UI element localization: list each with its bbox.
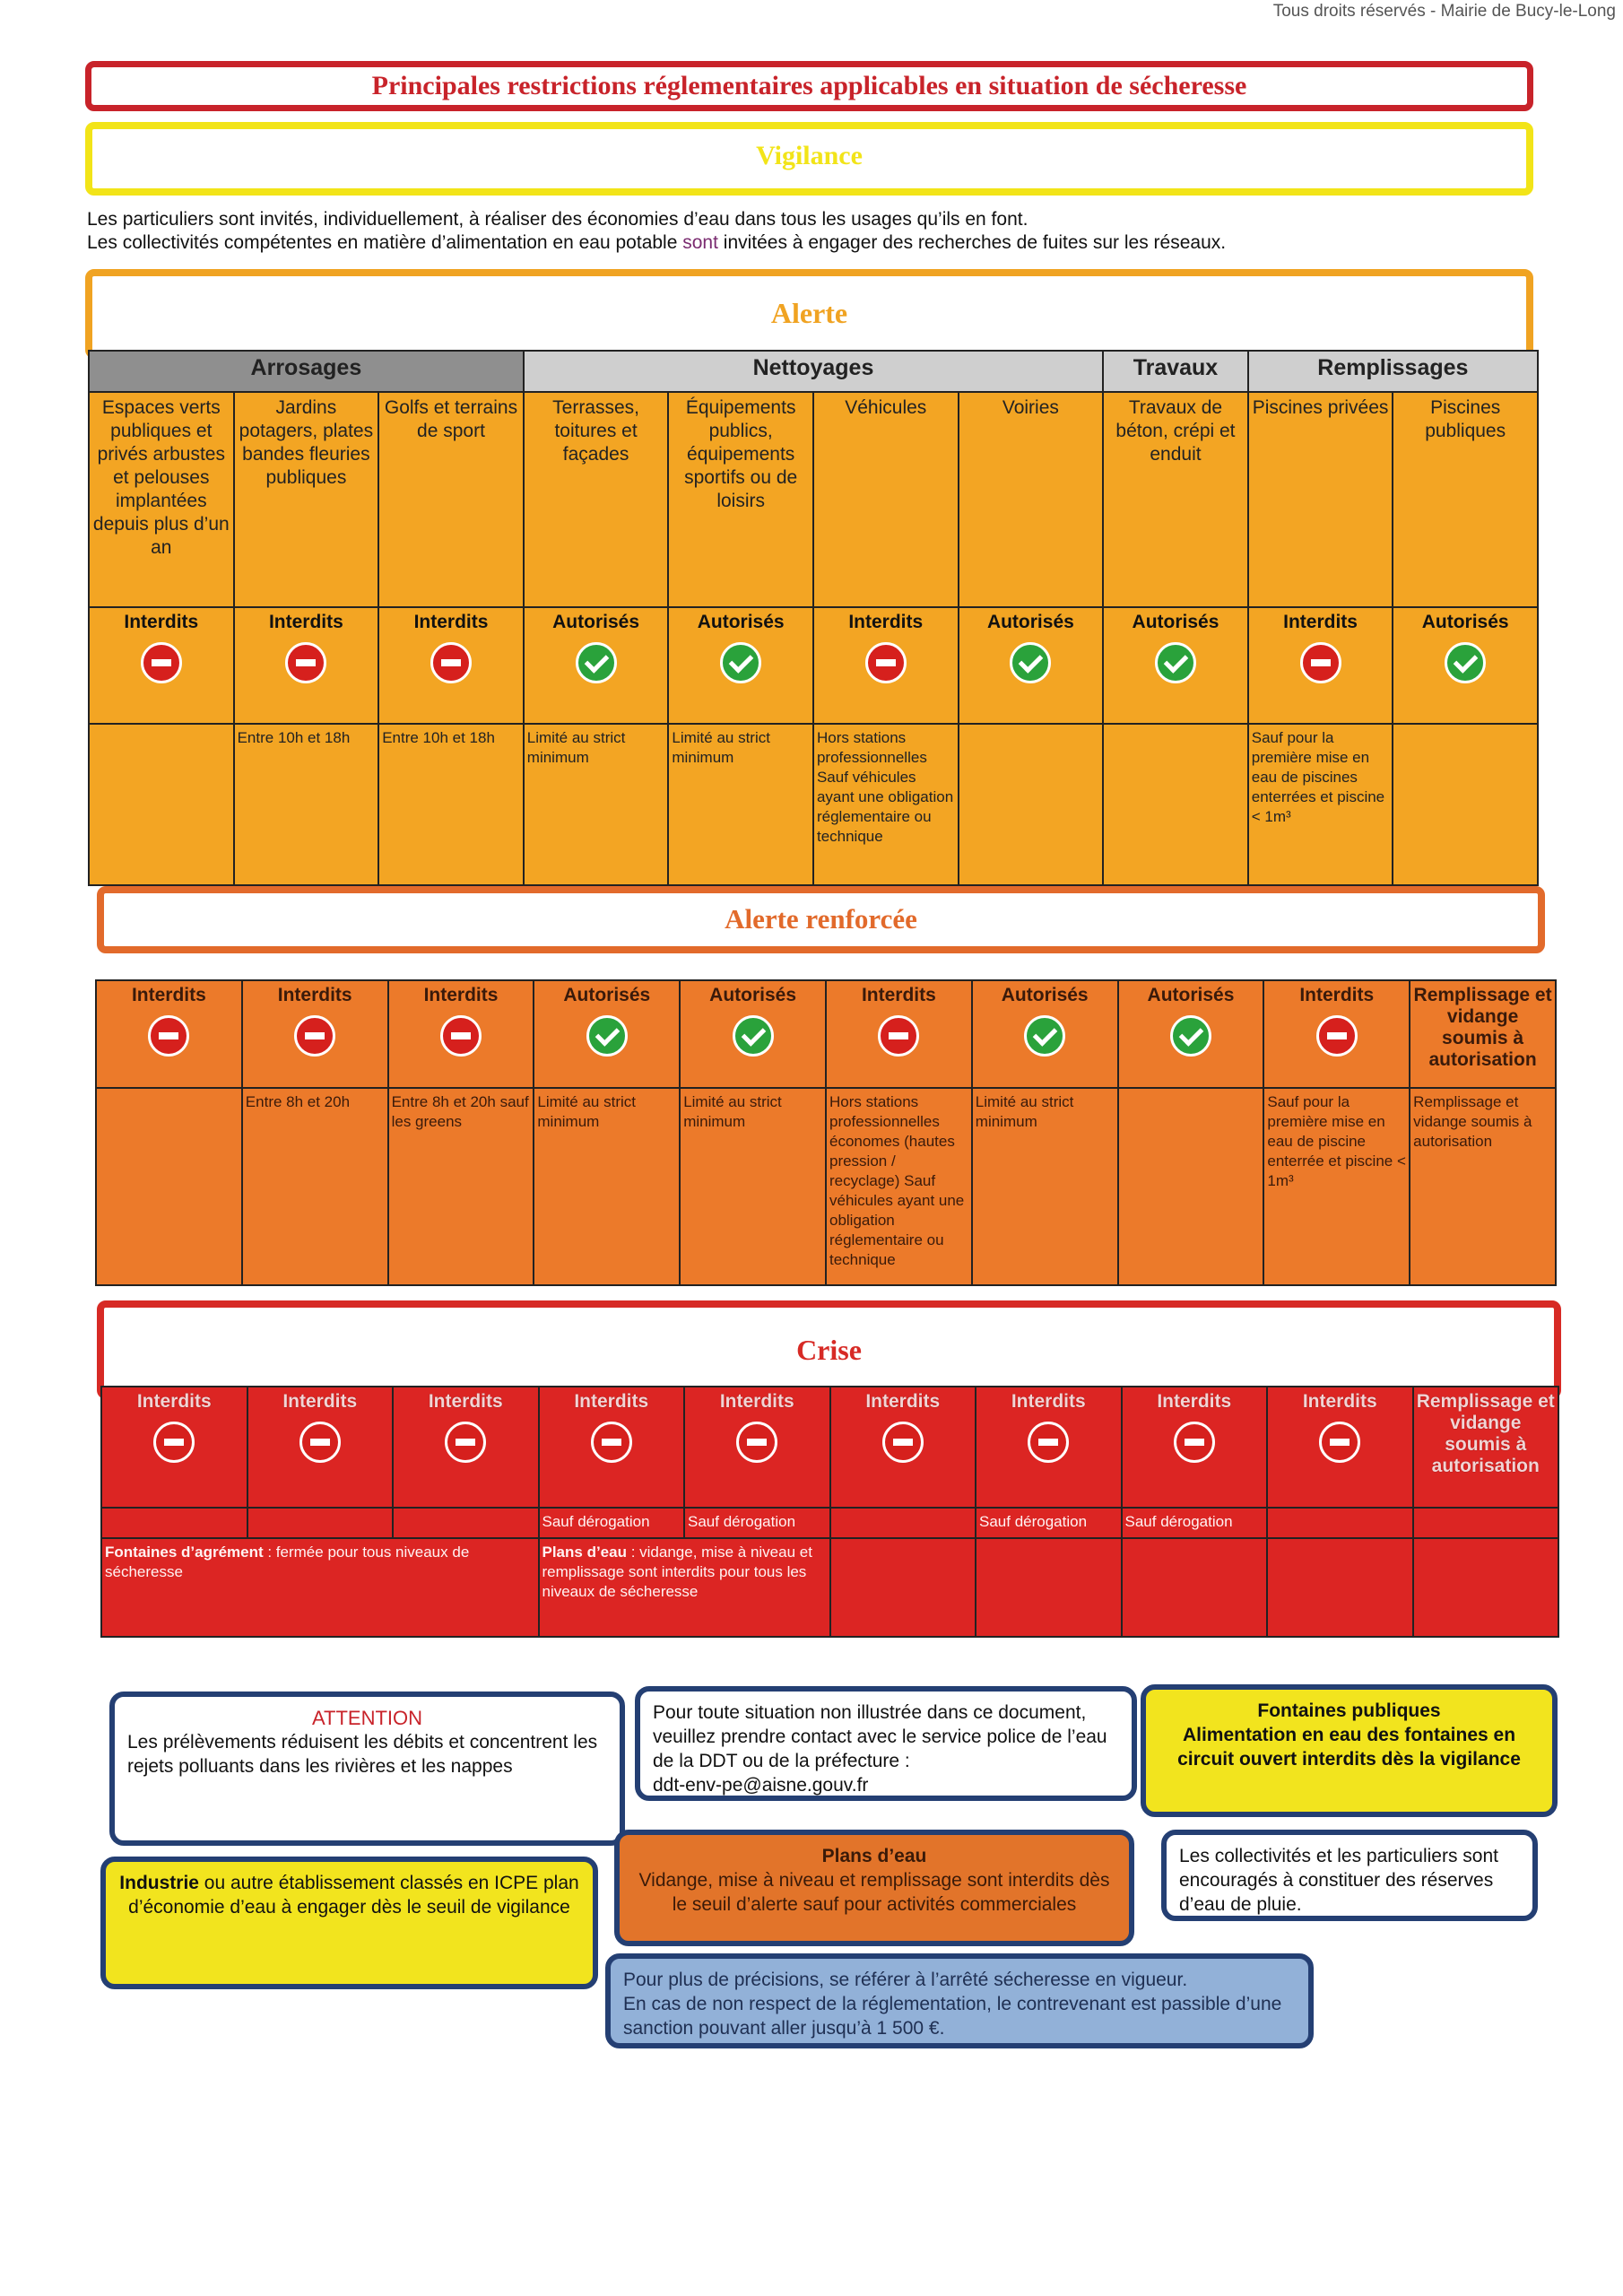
alerte-note-4-text: Limité au strict minimum xyxy=(672,729,770,766)
alerte-status-5-text: Interdits xyxy=(848,612,924,632)
category-6 xyxy=(959,392,1104,607)
ddt-contact-box xyxy=(635,1686,1137,1801)
vigilance-text xyxy=(87,208,1226,255)
alerte-note-1-text: Entre 10h et 18h xyxy=(237,729,351,746)
no-entry-icon xyxy=(445,1422,486,1463)
renforcee-status-7 xyxy=(1118,980,1264,1088)
alerte-status-6-text: Autorisés xyxy=(986,612,1074,632)
renforcee-note-6-text: Limité au strict minimum xyxy=(975,1093,1074,1130)
category-5 xyxy=(813,392,959,607)
renforcee-note-0 xyxy=(96,1088,242,1285)
alerte-status-0 xyxy=(89,607,234,724)
no-entry-icon xyxy=(591,1422,632,1463)
crise-status-1-text: Interdits xyxy=(282,1391,358,1412)
renforcee-status-0-text: Interdits xyxy=(131,985,206,1005)
renforcee-note-2 xyxy=(388,1088,534,1285)
crise-status-2-text: Interdits xyxy=(428,1391,503,1412)
category-7 xyxy=(1103,392,1248,607)
alerte-status-0-text: Interdits xyxy=(124,612,199,632)
renforcee-note-3-text: Limité au strict minimum xyxy=(537,1093,636,1130)
crise-derogation-4-text: Sauf dérogation xyxy=(688,1513,796,1530)
crise-status-7-text: Interdits xyxy=(1157,1391,1232,1412)
no-entry-icon xyxy=(440,1015,482,1057)
renforcee-note-4-text: Limité au strict minimum xyxy=(683,1093,782,1130)
no-entry-icon xyxy=(299,1422,341,1463)
alerte-note-9 xyxy=(1393,724,1538,885)
category-2 xyxy=(378,392,524,607)
reserves-pluie-box: Les collectivités et les particuliers sont encouragés à constituer des réserves d’eau de pluie. xyxy=(1161,1830,1538,1921)
fontaines-publiques-box xyxy=(1141,1684,1558,1817)
check-icon xyxy=(1155,642,1196,683)
no-entry-icon xyxy=(1316,1015,1358,1057)
renforcee-status-4-text: Autorisés xyxy=(709,985,797,1005)
alerte-status-4 xyxy=(668,607,813,724)
renforcee-note-9-text: Remplissage et vidange soumis à autorisation xyxy=(1413,1093,1532,1150)
no-entry-icon xyxy=(430,642,472,683)
crise-banner: Crise xyxy=(97,1300,1561,1399)
renforcee-note-4 xyxy=(680,1088,826,1285)
renforcee-note-8-text: Sauf pour la première mise en eau de piscine enterrée et piscine < 1m³ xyxy=(1267,1093,1406,1189)
crise-status-6 xyxy=(976,1387,1122,1508)
category-7-text: Travaux de béton, crépi et enduit xyxy=(1115,397,1236,465)
category-2-text: Golfs et terrains de sport xyxy=(384,397,518,441)
category-4-text: Équipements publics, équipements sportifs ou de loisirs xyxy=(684,397,798,511)
plans-eau-title: Plans d’eau xyxy=(821,1846,927,1866)
plans-eau-box xyxy=(614,1830,1134,1946)
check-icon xyxy=(576,642,617,683)
renforcee-note-6 xyxy=(972,1088,1118,1285)
crise-status-3-text: Interdits xyxy=(574,1391,649,1412)
crise-status-9-text: Remplissage et vidange soumis à autorisation xyxy=(1416,1391,1555,1476)
vigilance-line-1: Les particuliers sont invités, individuellement, à réaliser des économies d’eau dans tous les usages qu’ils en font. xyxy=(87,209,1028,230)
no-entry-icon xyxy=(865,642,907,683)
category-0-text: Espaces verts publiques et privés arbustes et pelouses implantées depuis plus d’un an xyxy=(92,397,230,558)
no-entry-icon xyxy=(148,1015,189,1057)
crise-derogation-7 xyxy=(1122,1508,1268,1538)
renforcee-status-5-text: Interdits xyxy=(861,985,936,1005)
renforcee-note-2-text: Entre 8h et 20h sauf les greens xyxy=(391,1093,529,1130)
crise-status-0-text: Interdits xyxy=(136,1391,212,1412)
crise-derogation-6-text: Sauf dérogation xyxy=(979,1513,1088,1530)
crise-status-0 xyxy=(101,1387,247,1508)
category-8-text: Piscines privées xyxy=(1252,397,1389,418)
plans-eau-text: Vidange, mise à niveau et remplissage sont interdits dès le seuil d’alerte sauf pour activités commerciales xyxy=(638,1870,1110,1915)
crise-status-7 xyxy=(1122,1387,1268,1508)
renforcee-status-9-text: Remplissage et vidange soumis à autorisation xyxy=(1413,985,1552,1070)
renforcee-status-8-text: Interdits xyxy=(1299,985,1375,1005)
no-entry-icon xyxy=(878,1015,919,1057)
check-icon xyxy=(586,1015,628,1057)
category-1-text: Jardins potagers, plates bandes fleuries publiques xyxy=(239,397,374,488)
alerte-status-9-text: Autorisés xyxy=(1421,612,1509,632)
renforcee-status-7-text: Autorisés xyxy=(1147,985,1235,1005)
renforcee-status-8 xyxy=(1263,980,1410,1088)
renforcee-note-9 xyxy=(1410,1088,1556,1285)
crise-derogation-0 xyxy=(101,1508,247,1538)
category-3-text: Terrasses, toitures et façades xyxy=(552,397,639,465)
renforcee-note-5 xyxy=(826,1088,972,1285)
crise-derogation-9 xyxy=(1413,1508,1559,1538)
precisions-box xyxy=(605,1953,1314,2048)
no-entry-icon xyxy=(294,1015,335,1057)
page-title: Principales restrictions réglementaires applicables en situation de sécheresse xyxy=(85,61,1533,111)
alerte-status-1 xyxy=(234,607,379,724)
group-arrosages: Arrosages xyxy=(89,351,524,392)
check-icon xyxy=(1010,642,1051,683)
renforcee-status-1 xyxy=(242,980,388,1088)
renforcee-status-5 xyxy=(826,980,972,1088)
alerte-status-8 xyxy=(1248,607,1393,724)
alerte-status-7-text: Autorisés xyxy=(1132,612,1219,632)
renforcee-status-3 xyxy=(534,980,680,1088)
crise-status-5-text: Interdits xyxy=(865,1391,941,1412)
group-travaux: Travaux xyxy=(1103,351,1248,392)
fontaines-publiques-text: Alimentation en eau des fontaines en circuit ouvert interdits dès la vigilance xyxy=(1177,1725,1521,1770)
category-9-text: Piscines publiques xyxy=(1425,397,1506,441)
crise-status-5 xyxy=(830,1387,976,1508)
category-4 xyxy=(668,392,813,607)
crise-status-4-text: Interdits xyxy=(719,1391,794,1412)
alerte-renforcee-banner: Alerte renforcée xyxy=(97,886,1545,953)
renforcee-status-0 xyxy=(96,980,242,1088)
alerte-note-4 xyxy=(668,724,813,885)
alerte-note-3 xyxy=(524,724,669,885)
renforcee-status-1-text: Interdits xyxy=(277,985,352,1005)
crise-derogation-5 xyxy=(830,1508,976,1538)
alerte-table xyxy=(88,350,1539,886)
category-8 xyxy=(1248,392,1393,607)
category-5-text: Véhicules xyxy=(845,397,927,418)
crise-status-1 xyxy=(247,1387,394,1508)
alerte-status-1-text: Interdits xyxy=(268,612,343,632)
alerte-note-1 xyxy=(234,724,379,885)
crise-status-8 xyxy=(1267,1387,1413,1508)
ddt-contact-text: Pour toute situation non illustrée dans ce document, veuillez prendre contact avec le service police de l’eau de la DDT ou de la préfecture : xyxy=(653,1702,1107,1771)
category-6-text: Voiries xyxy=(1002,397,1059,418)
crise-fontaines-agrement: Fontaines d’agrément : fermée pour tous niveaux de sécheresse xyxy=(101,1538,539,1637)
crise-derogation-8 xyxy=(1267,1508,1413,1538)
crise-status-6-text: Interdits xyxy=(1011,1391,1086,1412)
renforcee-note-3 xyxy=(534,1088,680,1285)
renforcee-status-2 xyxy=(388,980,534,1088)
no-entry-icon xyxy=(1300,642,1341,683)
renforcee-status-4 xyxy=(680,980,826,1088)
attention-box xyxy=(109,1692,625,1846)
precisions-line-2: En cas de non respect de la réglementation, le contrevenant est passible d’une sanction pouvant aller jusqu’à 1 500 €. xyxy=(623,1994,1282,2039)
fontaines-publiques-title: Fontaines publiques xyxy=(1257,1700,1441,1721)
category-9 xyxy=(1393,392,1538,607)
check-icon xyxy=(1170,1015,1211,1057)
alerte-note-5-text: Hors stations professionnelles Sauf véhicules ayant une obligation réglementaire ou technique xyxy=(816,729,954,845)
no-entry-icon xyxy=(1319,1422,1360,1463)
alerte-status-7 xyxy=(1103,607,1248,724)
no-entry-icon xyxy=(153,1422,195,1463)
renforcee-note-7 xyxy=(1118,1088,1264,1285)
renforcee-status-9 xyxy=(1410,980,1556,1088)
crise-status-3 xyxy=(539,1387,685,1508)
crise-plans-eau: Plans d’eau : vidange, mise à niveau et remplissage sont interdits pour tous les niveaux de sécheresse xyxy=(539,1538,830,1637)
alerte-status-9 xyxy=(1393,607,1538,724)
crise-status-2 xyxy=(393,1387,539,1508)
renforcee-status-6-text: Autorisés xyxy=(1001,985,1089,1005)
alerte-status-3 xyxy=(524,607,669,724)
check-icon xyxy=(1445,642,1486,683)
ddt-email-link[interactable]: ddt-env-pe@aisne.gouv.fr xyxy=(653,1775,869,1796)
category-3 xyxy=(524,392,669,607)
alerte-note-6 xyxy=(959,724,1104,885)
alerte-status-4-text: Autorisés xyxy=(697,612,785,632)
alerte-note-7 xyxy=(1103,724,1248,885)
crise-derogation-1 xyxy=(247,1508,394,1538)
alerte-status-5 xyxy=(813,607,959,724)
no-entry-icon xyxy=(141,642,182,683)
alerte-status-6 xyxy=(959,607,1104,724)
no-entry-icon xyxy=(736,1422,777,1463)
alerte-note-8-text: Sauf pour la première mise en eau de piscines enterrées et piscine < 1m³ xyxy=(1251,729,1385,825)
alerte-note-2-text: Entre 10h et 18h xyxy=(382,729,495,746)
alerte-status-2-text: Interdits xyxy=(413,612,489,632)
alerte-note-0 xyxy=(89,724,234,885)
no-entry-icon xyxy=(285,642,326,683)
alerte-banner: Alerte xyxy=(85,269,1533,359)
crise-derogation-3-text: Sauf dérogation xyxy=(542,1513,650,1530)
category-0 xyxy=(89,392,234,607)
crise-derogation-4 xyxy=(684,1508,830,1538)
group-remplissages: Remplissages xyxy=(1248,351,1538,392)
alerte-note-8 xyxy=(1248,724,1393,885)
group-nettoyages: Nettoyages xyxy=(524,351,1103,392)
crise-derogation-7-text: Sauf dérogation xyxy=(1124,1513,1233,1530)
category-1 xyxy=(234,392,379,607)
alerte-note-3-text: Limité au strict minimum xyxy=(526,729,626,766)
no-entry-icon xyxy=(882,1422,924,1463)
no-entry-icon xyxy=(1174,1422,1215,1463)
check-icon xyxy=(733,1015,774,1057)
crise-status-9 xyxy=(1413,1387,1559,1508)
renforcee-note-1-text: Entre 8h et 20h xyxy=(245,1093,351,1110)
crise-status-4 xyxy=(684,1387,830,1508)
renforcee-status-6 xyxy=(972,980,1118,1088)
crise-derogation-2 xyxy=(393,1508,539,1538)
attention-text: Les prélèvements réduisent les débits et concentrent les rejets polluants dans les rivières et les nappes xyxy=(127,1732,598,1777)
renforcee-note-8 xyxy=(1263,1088,1410,1285)
crise-table xyxy=(100,1386,1559,1638)
vigilance-line-2: Les collectivités compétentes en matière d’alimentation en eau potable sont invitées à engager des recherches de fuites sur les réseaux. xyxy=(87,232,1227,253)
renforcee-note-5-text: Hors stations professionnelles économes (hautes pression / recyclage) Sauf véhicules ayant une obligation réglementaire ou technique xyxy=(829,1093,965,1268)
crise-derogation-6 xyxy=(976,1508,1122,1538)
renforcee-status-3-text: Autorisés xyxy=(563,985,651,1005)
check-icon xyxy=(720,642,761,683)
crise-status-8-text: Interdits xyxy=(1302,1391,1377,1412)
alerte-status-8-text: Interdits xyxy=(1283,612,1358,632)
precisions-line-1: Pour plus de précisions, se référer à l’arrêté sécheresse en vigueur. xyxy=(623,1970,1188,1990)
copyright-notice: Tous droits réservés - Mairie de Bucy-le-Long xyxy=(1272,2,1616,21)
alerte-status-2 xyxy=(378,607,524,724)
renforcee-note-1 xyxy=(242,1088,388,1285)
alerte-note-5 xyxy=(813,724,959,885)
vigilance-banner: Vigilance xyxy=(85,122,1533,196)
alerte-status-3-text: Autorisés xyxy=(552,612,639,632)
attention-title: ATTENTION xyxy=(311,1707,423,1729)
alerte-note-2 xyxy=(378,724,524,885)
crise-derogation-3 xyxy=(539,1508,685,1538)
renforcee-status-2-text: Interdits xyxy=(423,985,499,1005)
industrie-box: Industrie ou autre établissement classés en ICPE plan d’économie d’eau à engager dès le seuil de vigilance xyxy=(100,1857,598,1989)
alerte-renforcee-table xyxy=(95,979,1557,1286)
no-entry-icon xyxy=(1028,1422,1069,1463)
check-icon xyxy=(1024,1015,1065,1057)
